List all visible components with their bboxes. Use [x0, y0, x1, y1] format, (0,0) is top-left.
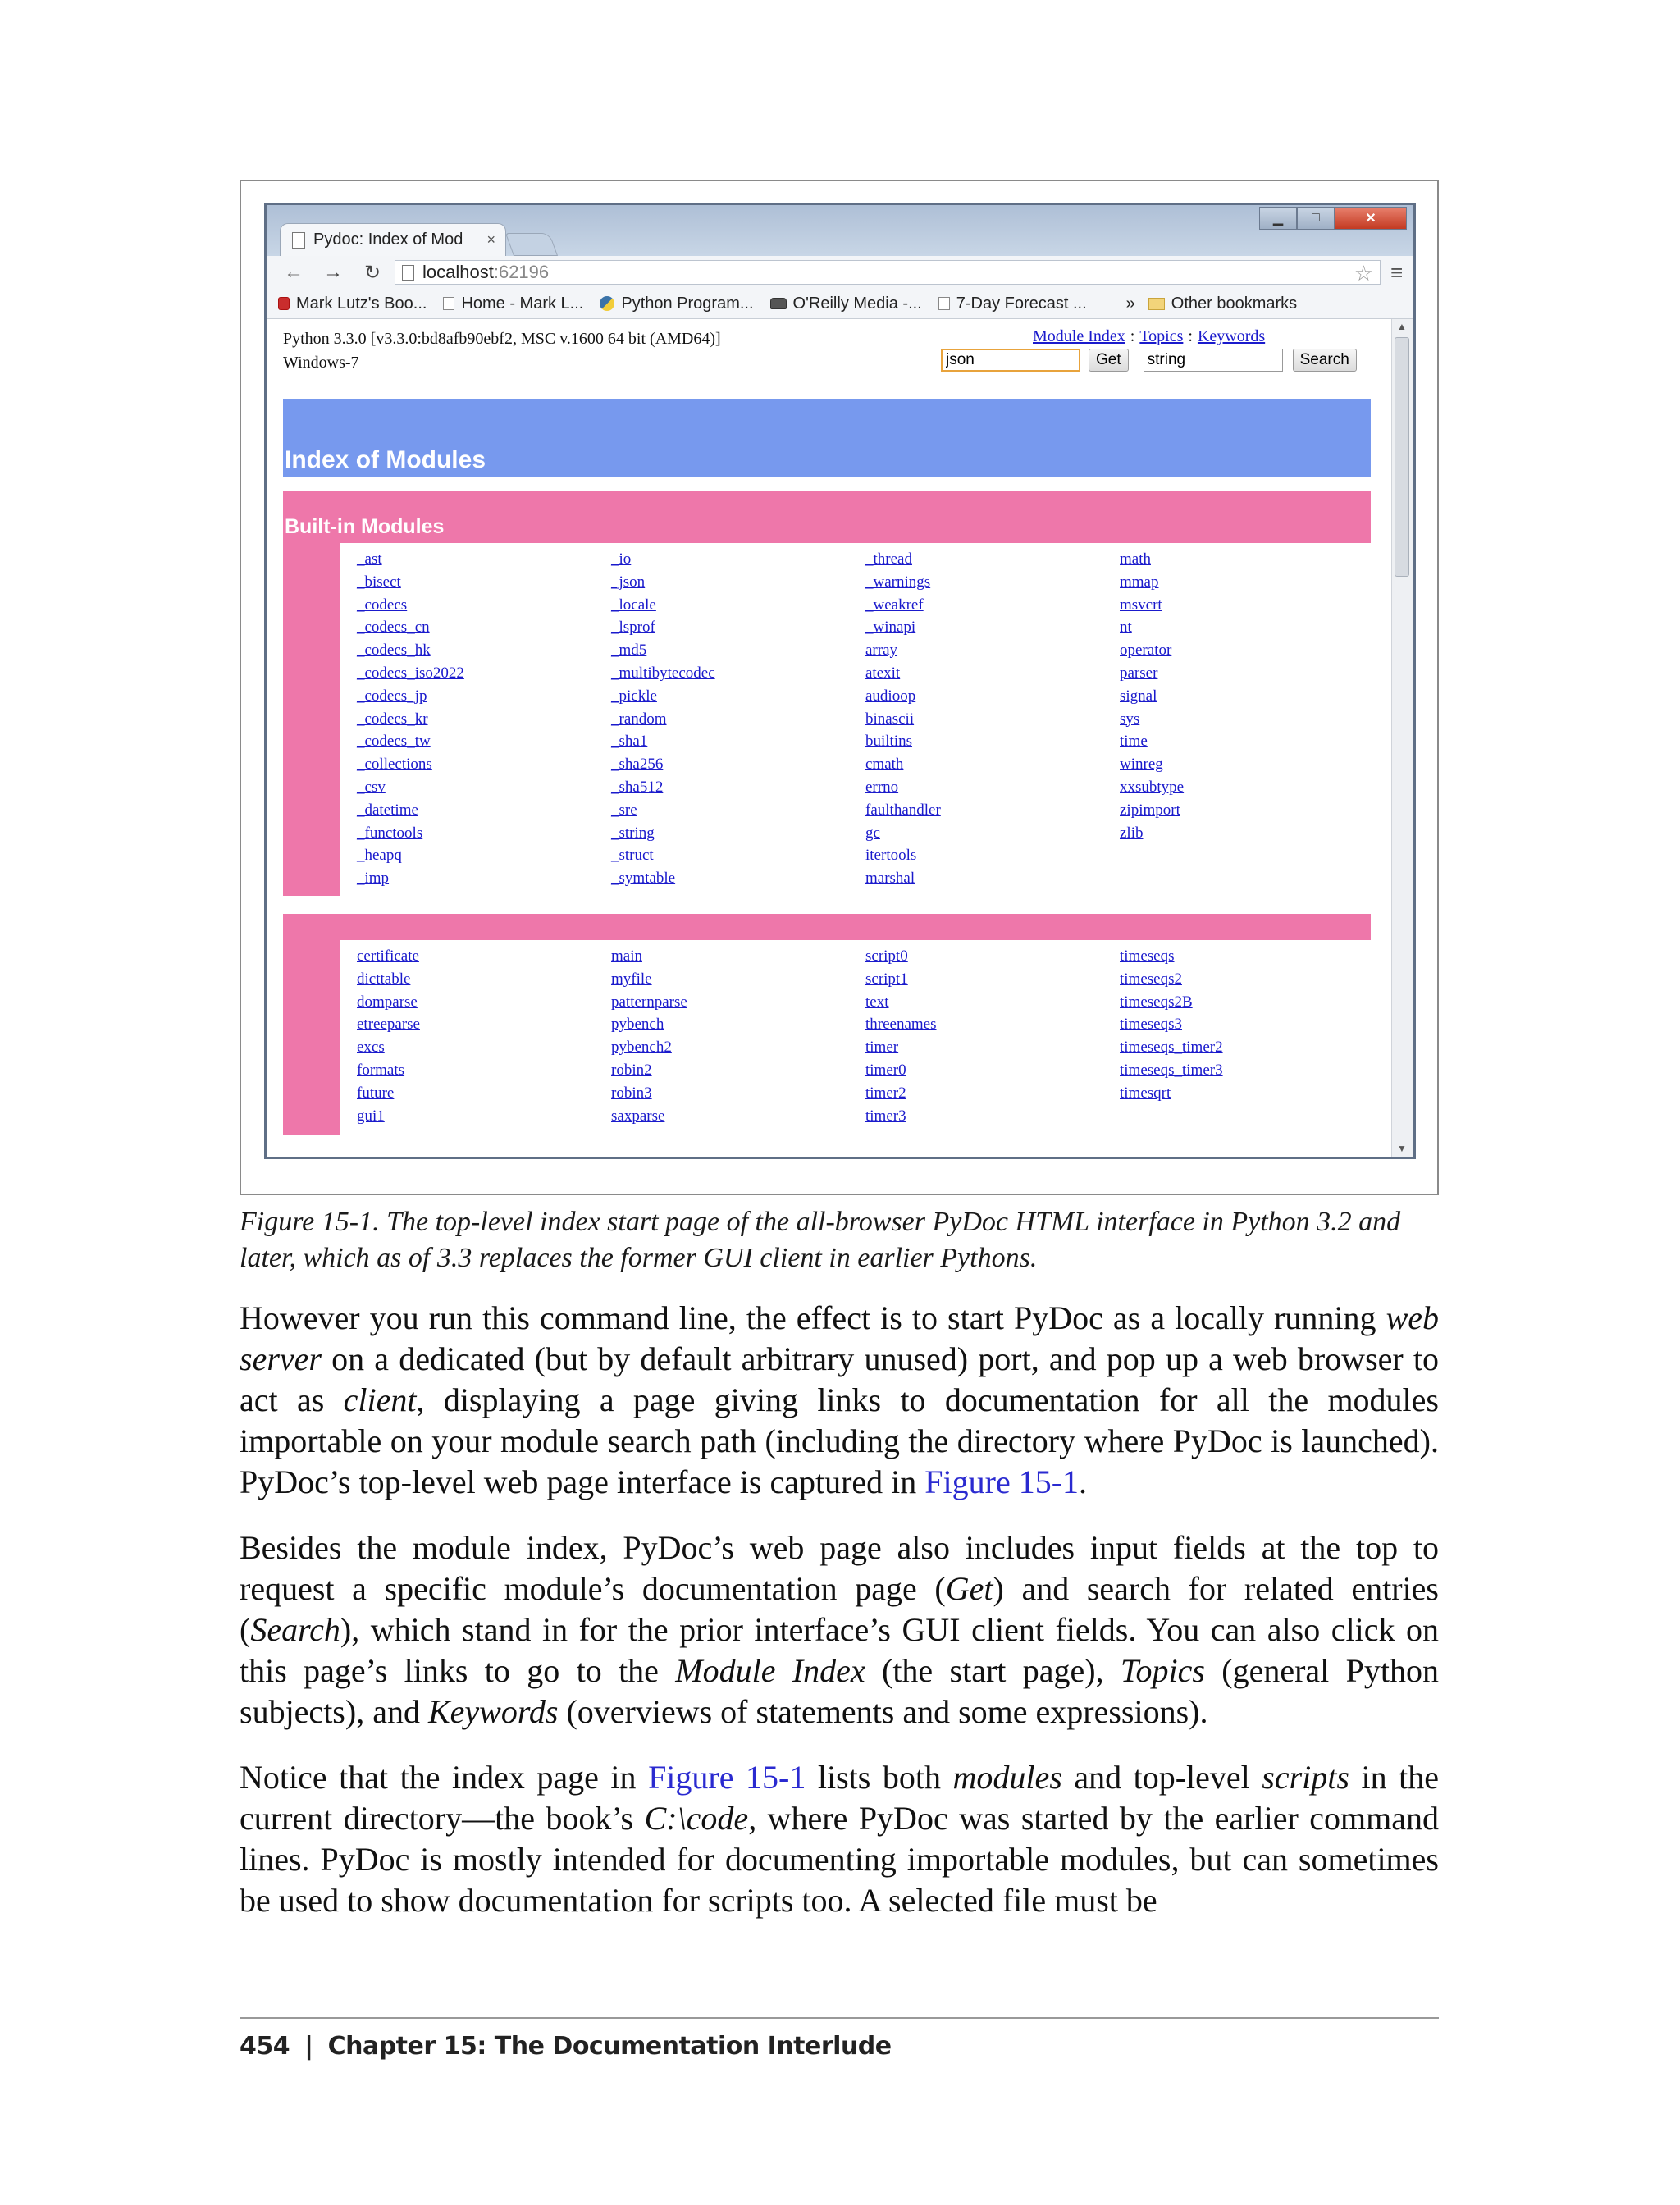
- module-link[interactable]: script1: [865, 970, 908, 988]
- builtin-modules-grid: [357, 548, 1374, 890]
- page-footer: [240, 2032, 892, 2061]
- maximize-button[interactable]: □: [1297, 207, 1335, 230]
- module-link[interactable]: _sha1: [611, 733, 648, 751]
- forward-arrow-icon[interactable]: →: [323, 261, 343, 283]
- module-link[interactable]: _imp: [357, 870, 390, 888]
- get-button[interactable]: Get: [1089, 349, 1129, 372]
- directory-modules-grid: [357, 945, 1374, 1127]
- module-link[interactable]: signal: [1120, 687, 1157, 705]
- bookmark-item[interactable]: 7-Day Forecast ...: [938, 294, 1087, 313]
- module-link[interactable]: _string: [611, 824, 655, 842]
- module-link[interactable]: _codecs: [357, 596, 408, 614]
- module-link[interactable]: _pickle: [611, 687, 657, 705]
- pydoc-page: [267, 319, 1392, 1157]
- reload-icon[interactable]: ↻: [363, 261, 381, 284]
- module-link[interactable]: _codecs_hk: [357, 641, 431, 660]
- module-link[interactable]: errno: [865, 778, 899, 796]
- footer-rule: [240, 2017, 1439, 2019]
- scrollbar-thumb[interactable]: [1395, 337, 1409, 577]
- module-link[interactable]: _bisect: [357, 573, 401, 591]
- module-link[interactable]: pybench: [611, 1016, 664, 1034]
- module-link[interactable]: timeseqs_timer3: [1120, 1061, 1223, 1079]
- module-link[interactable]: _random: [611, 710, 667, 728]
- other-bookmarks-folder[interactable]: Other bookmarks: [1148, 294, 1297, 313]
- index-title: Index of Modules: [285, 446, 486, 473]
- chapter-title: Chapter 15: The Documentation Interlude: [327, 2032, 892, 2061]
- module-link[interactable]: array: [865, 641, 898, 660]
- module-link[interactable]: timeseqs2B: [1120, 993, 1193, 1011]
- directory-modules-body: [340, 940, 1371, 1135]
- module-link[interactable]: timer2: [865, 1084, 906, 1102]
- module-column: [611, 548, 865, 890]
- module-link[interactable]: _md5: [611, 641, 647, 660]
- module-link[interactable]: timeseqs_timer2: [1120, 1039, 1223, 1057]
- module-link[interactable]: cmath: [865, 756, 904, 774]
- bookmarks-overflow-chevron-icon[interactable]: »: [1125, 294, 1135, 313]
- scroll-up-arrow-icon[interactable]: ▲: [1397, 321, 1407, 332]
- module-link[interactable]: gc: [865, 824, 880, 842]
- oreilly-logo-icon: [278, 297, 290, 310]
- builtin-modules-title: Built-in Modules: [285, 515, 445, 538]
- builtin-modules-body: [340, 543, 1371, 896]
- body-paragraph-1: However you run this command line, the effect is to start PyDoc as a locally running web server on a dedicated (but by default arbitrary unused) port, and pop up a web browser to act as client, displaying a page giving links to documentation for all the modules importable on your module search path (including the directory where PyDoc is launched). PyDoc’s top-level web page interface is captured in Figure 15-1.: [240, 1299, 1439, 1500]
- close-window-button[interactable]: ✕: [1335, 207, 1407, 230]
- module-link[interactable]: _collections: [357, 756, 432, 774]
- module-link[interactable]: operator: [1120, 641, 1172, 660]
- bookmark-star-icon[interactable]: ☆: [1354, 261, 1373, 285]
- module-link[interactable]: gui1: [357, 1107, 385, 1125]
- figure-caption: Figure 15-1. The top-level index start page of the all-browser PyDoc HTML interface in Python 3.2 and later, which as of 3.3 replaces the former GUI client in earlier Pythons.: [240, 1207, 1401, 1273]
- module-link[interactable]: _codecs_tw: [357, 733, 431, 751]
- module-link[interactable]: _sha256: [611, 756, 664, 774]
- bookmarks-bar: [267, 289, 1413, 319]
- search-button[interactable]: Search: [1293, 349, 1357, 372]
- module-link[interactable]: msvcrt: [1120, 596, 1162, 614]
- module-link[interactable]: dicttable: [357, 970, 411, 988]
- module-link[interactable]: main: [611, 947, 642, 965]
- figure-reference-link[interactable]: Figure 15-1: [924, 1463, 1080, 1500]
- module-link[interactable]: sys: [1120, 710, 1140, 728]
- page-scrollbar[interactable]: [1391, 319, 1413, 1157]
- module-link[interactable]: time: [1120, 733, 1148, 751]
- module-link[interactable]: etreeparse: [357, 1016, 420, 1034]
- car-icon: [770, 298, 787, 309]
- module-link[interactable]: atexit: [865, 664, 901, 682]
- module-link[interactable]: _sre: [611, 801, 637, 819]
- module-link[interactable]: timer0: [865, 1061, 906, 1079]
- tab-pydoc-index[interactable]: [280, 223, 506, 256]
- module-link[interactable]: domparse: [357, 993, 418, 1011]
- module-link[interactable]: _locale: [611, 596, 656, 614]
- module-link[interactable]: _struct: [611, 847, 654, 865]
- module-link[interactable]: builtins: [865, 733, 913, 751]
- menu-icon[interactable]: ≡: [1390, 259, 1404, 285]
- module-link[interactable]: _codecs_cn: [357, 619, 430, 637]
- address-bar[interactable]: [395, 260, 1381, 285]
- scroll-down-arrow-icon[interactable]: ▼: [1397, 1143, 1407, 1154]
- module-link[interactable]: saxparse: [611, 1107, 665, 1125]
- module-link[interactable]: zipimport: [1120, 801, 1180, 819]
- platform-name: Windows-7: [283, 354, 359, 372]
- module-column: [357, 945, 611, 1127]
- page-number: 454: [240, 2032, 290, 2061]
- module-link[interactable]: _multibytecodec: [611, 664, 715, 682]
- get-module-input[interactable]: [941, 349, 1080, 372]
- module-link[interactable]: certificate: [357, 947, 419, 965]
- new-tab-button[interactable]: [505, 233, 558, 256]
- module-link[interactable]: timer3: [865, 1107, 906, 1125]
- module-link[interactable]: faulthandler: [865, 801, 941, 819]
- module-link[interactable]: itertools: [865, 847, 917, 865]
- module-link[interactable]: _sha512: [611, 778, 664, 796]
- module-link[interactable]: math: [1120, 550, 1151, 568]
- module-link[interactable]: pybench2: [611, 1039, 672, 1057]
- module-link[interactable]: excs: [357, 1039, 385, 1057]
- module-link[interactable]: timeseqs: [1120, 947, 1175, 965]
- back-arrow-icon[interactable]: ←: [284, 261, 304, 283]
- module-link[interactable]: future: [357, 1084, 395, 1102]
- module-link[interactable]: parser: [1120, 664, 1158, 682]
- module-link[interactable]: timeseqs2: [1120, 970, 1182, 988]
- figure-frame: [240, 180, 1439, 1195]
- module-link[interactable]: _winapi: [865, 619, 916, 637]
- module-link[interactable]: _csv: [357, 778, 386, 796]
- browser-toolbar: [267, 256, 1413, 289]
- module-link[interactable]: winreg: [1120, 756, 1163, 774]
- folder-icon: [1148, 298, 1165, 310]
- window-controls: [1259, 207, 1407, 230]
- module-link[interactable]: timeseqs3: [1120, 1016, 1182, 1034]
- body-paragraph-2: Besides the module index, PyDoc’s web page also includes input fields at the top to request a specific module’s documentation page (Get) and search for related entries (Search), which stand in for the prior interface’s GUI client fields. You can also click on this page’s links to go to the Module Index (the start page), Topics (general Python subjects), and Keywords (overviews of statements and some expressions).: [240, 1529, 1440, 1730]
- module-link[interactable]: myfile: [611, 970, 652, 988]
- figure-reference-link[interactable]: Figure 15-1: [648, 1759, 806, 1796]
- page-icon: [938, 297, 950, 310]
- minimize-button[interactable]: ▁: [1259, 207, 1297, 230]
- module-column: [865, 548, 1120, 890]
- module-link[interactable]: formats: [357, 1061, 405, 1079]
- module-link[interactable]: zlib: [1120, 824, 1144, 842]
- module-column: [357, 548, 611, 890]
- module-column: [865, 945, 1120, 1127]
- bookmark-item[interactable]: O'Reilly Media -...: [770, 294, 922, 313]
- page-icon: [292, 232, 305, 249]
- module-link[interactable]: _lsprof: [611, 619, 655, 637]
- module-link[interactable]: _warnings: [865, 573, 931, 591]
- module-link[interactable]: _weakref: [865, 596, 924, 614]
- module-link[interactable]: _functools: [357, 824, 423, 842]
- module-index-link[interactable]: Module Index: [1033, 327, 1125, 345]
- footer-separator: |: [304, 2032, 313, 2061]
- module-link[interactable]: patternparse: [611, 993, 687, 1011]
- module-link[interactable]: _thread: [865, 550, 912, 568]
- url-port: :62196: [493, 262, 550, 282]
- module-link[interactable]: text: [865, 993, 889, 1011]
- module-link[interactable]: timer: [865, 1039, 899, 1057]
- module-link[interactable]: _codecs_jp: [357, 687, 427, 705]
- search-input[interactable]: [1144, 349, 1283, 372]
- module-link[interactable]: _json: [611, 573, 646, 591]
- page-icon: [443, 297, 454, 310]
- tab-title: Pydoc: Index of Mod: [313, 231, 463, 249]
- module-link[interactable]: _codecs_iso2022: [357, 664, 464, 682]
- page-icon: [402, 265, 414, 281]
- topics-link[interactable]: Topics: [1139, 327, 1184, 345]
- module-link[interactable]: _io: [611, 550, 632, 568]
- directory-modules-section: [283, 914, 1371, 1135]
- module-link[interactable]: robin3: [611, 1084, 652, 1102]
- module-link[interactable]: threenames: [865, 1016, 937, 1034]
- module-column: [1120, 945, 1374, 1127]
- bookmark-item[interactable]: Mark Lutz's Boo...: [278, 294, 427, 313]
- python-info: [283, 327, 721, 375]
- python-logo-icon: [600, 296, 614, 311]
- browser-titlebar: [267, 205, 1413, 256]
- bookmark-item[interactable]: Python Program...: [600, 294, 753, 313]
- tab-close-icon[interactable]: ×: [486, 231, 495, 248]
- module-link[interactable]: audioop: [865, 687, 916, 705]
- module-link[interactable]: marshal: [865, 870, 915, 888]
- url-host: localhost: [422, 262, 494, 282]
- browser-window: [264, 203, 1416, 1159]
- keywords-link[interactable]: Keywords: [1197, 327, 1266, 345]
- module-link[interactable]: nt: [1120, 619, 1132, 637]
- python-version: Python 3.3.0 [v3.3.0:bd8afb90ebf2, MSC v.1600 64 bit (AMD64)]: [283, 330, 721, 348]
- module-link[interactable]: _symtable: [611, 870, 676, 888]
- module-link[interactable]: _heapq: [357, 847, 402, 865]
- bookmark-item[interactable]: Home - Mark L...: [443, 294, 583, 313]
- module-link[interactable]: _datetime: [357, 801, 418, 819]
- module-link[interactable]: _ast: [357, 550, 382, 568]
- index-heading-banner: [283, 399, 1371, 477]
- module-link[interactable]: mmap: [1120, 573, 1159, 591]
- builtin-modules-section: [283, 491, 1371, 896]
- module-column: [1120, 548, 1374, 890]
- module-link[interactable]: xxsubtype: [1120, 778, 1185, 796]
- module-link[interactable]: timesqrt: [1120, 1084, 1171, 1102]
- module-column: [611, 945, 865, 1127]
- pydoc-search-row: [941, 349, 1357, 372]
- body-paragraph-3: Notice that the index page in Figure 15-1 lists both modules and top-level scripts in the current directory—the book’s C:\code, where PyDoc was started by the earlier command lines. PyDoc is mostly intended for documenting importable modules, but can sometimes be used to show documentation for scripts too. A selected file must be: [240, 1759, 1439, 1919]
- module-link[interactable]: _codecs_kr: [357, 710, 428, 728]
- module-link[interactable]: script0: [865, 947, 908, 965]
- pydoc-nav-links: Module Index : Topics : Keywords: [1033, 327, 1266, 345]
- module-link[interactable]: robin2: [611, 1061, 652, 1079]
- module-link[interactable]: binascii: [865, 710, 915, 728]
